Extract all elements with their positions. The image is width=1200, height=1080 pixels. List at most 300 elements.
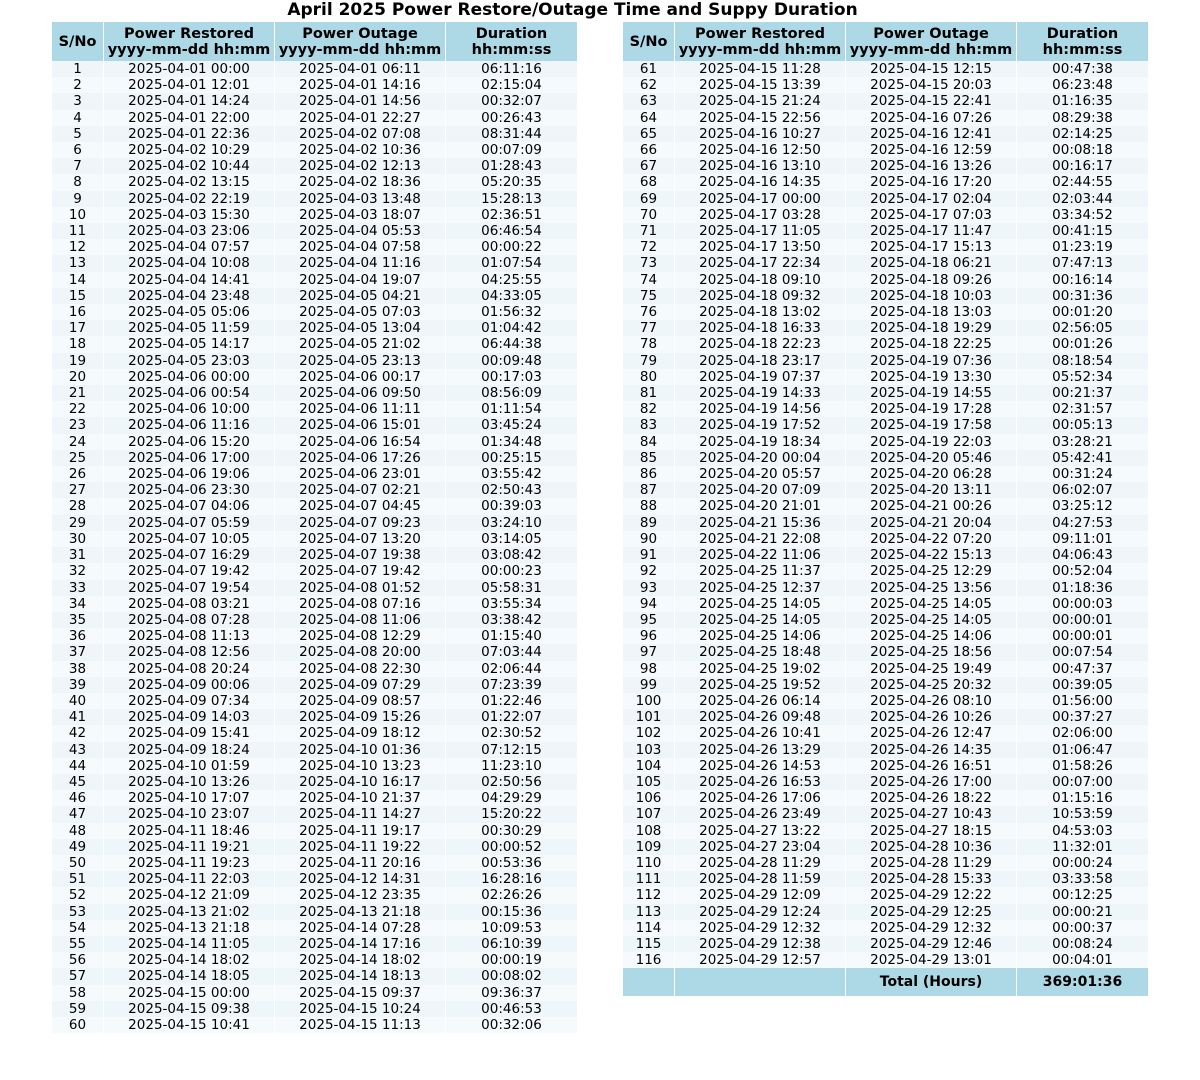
total-row (623, 968, 1148, 996)
cell-outage: 2025-04-29 12:25 (846, 904, 1017, 920)
table-row (623, 952, 1148, 968)
cell-sno: 112 (623, 887, 675, 903)
table-row (52, 369, 577, 385)
total-blank-cell (623, 968, 675, 996)
table-row (52, 77, 577, 93)
table-row (52, 223, 577, 239)
cell-sno: 13 (52, 255, 104, 271)
cell-duration: 00:39:05 (1017, 677, 1148, 693)
cell-sno: 52 (52, 887, 104, 903)
cell-restored: 2025-04-07 19:42 (104, 563, 275, 579)
cell-outage: 2025-04-16 17:20 (846, 174, 1017, 190)
cell-restored: 2025-04-13 21:18 (104, 920, 275, 936)
cell-duration: 00:08:24 (1017, 936, 1148, 952)
cell-restored: 2025-04-06 00:00 (104, 369, 275, 385)
cell-restored: 2025-04-25 12:37 (675, 580, 846, 596)
cell-sno: 30 (52, 531, 104, 547)
cell-duration: 05:20:35 (446, 174, 577, 190)
cell-outage: 2025-04-22 07:20 (846, 531, 1017, 547)
cell-outage: 2025-04-27 10:43 (846, 806, 1017, 822)
cell-sno: 97 (623, 644, 675, 660)
cell-sno: 2 (52, 77, 104, 93)
cell-sno: 100 (623, 693, 675, 709)
cell-duration: 09:11:01 (1017, 531, 1148, 547)
cell-duration: 00:12:25 (1017, 887, 1148, 903)
cell-outage: 2025-04-22 15:13 (846, 547, 1017, 563)
cell-restored: 2025-04-15 11:28 (675, 61, 846, 77)
cell-restored: 2025-04-10 13:26 (104, 774, 275, 790)
cell-restored: 2025-04-11 22:03 (104, 871, 275, 887)
cell-outage: 2025-04-17 15:13 (846, 239, 1017, 255)
cell-sno: 106 (623, 790, 675, 806)
cell-duration: 02:31:57 (1017, 401, 1148, 417)
cell-restored: 2025-04-02 13:15 (104, 174, 275, 190)
cell-sno: 72 (623, 239, 675, 255)
cell-outage: 2025-04-07 02:21 (275, 482, 446, 498)
cell-duration: 03:55:42 (446, 466, 577, 482)
cell-duration: 02:50:43 (446, 482, 577, 498)
cell-duration: 03:45:24 (446, 417, 577, 433)
cell-duration: 00:17:03 (446, 369, 577, 385)
cell-outage: 2025-04-04 11:16 (275, 255, 446, 271)
table-row (52, 450, 577, 466)
table-row (52, 968, 577, 984)
cell-restored: 2025-04-11 19:23 (104, 855, 275, 871)
cell-sno: 101 (623, 709, 675, 725)
cell-duration: 00:07:54 (1017, 644, 1148, 660)
table-row (52, 563, 577, 579)
cell-duration: 02:03:44 (1017, 191, 1148, 207)
cell-restored: 2025-04-19 07:37 (675, 369, 846, 385)
cell-sno: 9 (52, 191, 104, 207)
cell-restored: 2025-04-04 07:57 (104, 239, 275, 255)
chart-title: April 2025 Power Restore/Outage Time and Suppy Duration (287, 0, 858, 20)
table-row (52, 288, 577, 304)
table-row (623, 661, 1148, 677)
cell-restored: 2025-04-06 15:20 (104, 434, 275, 450)
cell-duration: 04:27:53 (1017, 515, 1148, 531)
table-row (623, 758, 1148, 774)
cell-outage: 2025-04-07 04:45 (275, 498, 446, 514)
cell-duration: 00:39:03 (446, 498, 577, 514)
cell-outage: 2025-04-12 14:31 (275, 871, 446, 887)
cell-sno: 35 (52, 612, 104, 628)
cell-duration: 15:28:13 (446, 191, 577, 207)
cell-restored: 2025-04-08 20:24 (104, 661, 275, 677)
cell-sno: 74 (623, 272, 675, 288)
cell-sno: 29 (52, 515, 104, 531)
cell-restored: 2025-04-26 23:49 (675, 806, 846, 822)
cell-duration: 06:46:54 (446, 223, 577, 239)
table-row (623, 596, 1148, 612)
cell-duration: 06:02:07 (1017, 482, 1148, 498)
cell-outage: 2025-04-10 16:17 (275, 774, 446, 790)
cell-duration: 10:53:59 (1017, 806, 1148, 822)
cell-outage: 2025-04-26 18:22 (846, 790, 1017, 806)
cell-restored: 2025-04-27 13:22 (675, 823, 846, 839)
cell-duration: 02:06:00 (1017, 725, 1148, 741)
cell-restored: 2025-04-26 13:29 (675, 742, 846, 758)
cell-duration: 00:01:20 (1017, 304, 1148, 320)
cell-duration: 00:04:01 (1017, 952, 1148, 968)
table-row (52, 142, 577, 158)
cell-outage: 2025-04-01 22:27 (275, 110, 446, 126)
cell-outage: 2025-04-16 12:59 (846, 142, 1017, 158)
cell-restored: 2025-04-01 12:01 (104, 77, 275, 93)
cell-sno: 60 (52, 1017, 104, 1033)
cell-sno: 105 (623, 774, 675, 790)
cell-duration: 02:14:25 (1017, 126, 1148, 142)
cell-sno: 75 (623, 288, 675, 304)
cell-restored: 2025-04-15 13:39 (675, 77, 846, 93)
cell-sno: 26 (52, 466, 104, 482)
cell-outage: 2025-04-21 00:26 (846, 498, 1017, 514)
cell-outage: 2025-04-01 06:11 (275, 61, 446, 77)
cell-restored: 2025-04-26 14:53 (675, 758, 846, 774)
cell-sno: 109 (623, 839, 675, 855)
cell-restored: 2025-04-06 10:00 (104, 401, 275, 417)
cell-restored: 2025-04-20 07:09 (675, 482, 846, 498)
cell-restored: 2025-04-09 00:06 (104, 677, 275, 693)
cell-restored: 2025-04-06 19:06 (104, 466, 275, 482)
cell-duration: 03:24:10 (446, 515, 577, 531)
cell-outage: 2025-04-18 19:29 (846, 320, 1017, 336)
cell-outage: 2025-04-18 13:03 (846, 304, 1017, 320)
table-row (623, 304, 1148, 320)
cell-duration: 03:33:58 (1017, 871, 1148, 887)
cell-restored: 2025-04-07 19:54 (104, 580, 275, 596)
cell-duration: 03:38:42 (446, 612, 577, 628)
table-row (52, 320, 577, 336)
table-row (623, 887, 1148, 903)
table-row (623, 855, 1148, 871)
cell-outage: 2025-04-15 12:15 (846, 61, 1017, 77)
cell-outage: 2025-04-07 19:42 (275, 563, 446, 579)
cell-restored: 2025-04-05 11:59 (104, 320, 275, 336)
cell-sno: 3 (52, 93, 104, 109)
cell-restored: 2025-04-20 00:04 (675, 450, 846, 466)
cell-restored: 2025-04-26 10:41 (675, 725, 846, 741)
cell-restored: 2025-04-21 22:08 (675, 531, 846, 547)
table-row (623, 806, 1148, 822)
cell-restored: 2025-04-26 17:06 (675, 790, 846, 806)
table-row (52, 936, 577, 952)
cell-outage: 2025-04-11 19:17 (275, 823, 446, 839)
cell-restored: 2025-04-09 14:03 (104, 709, 275, 725)
cell-restored: 2025-04-14 11:05 (104, 936, 275, 952)
cell-outage: 2025-04-18 22:25 (846, 336, 1017, 352)
cell-sno: 1 (52, 61, 104, 77)
cell-sno: 115 (623, 936, 675, 952)
table-row (623, 709, 1148, 725)
table-row (623, 450, 1148, 466)
cell-outage: 2025-04-08 22:30 (275, 661, 446, 677)
cell-outage: 2025-04-02 10:36 (275, 142, 446, 158)
cell-sno: 70 (623, 207, 675, 223)
cell-outage: 2025-04-26 14:35 (846, 742, 1017, 758)
cell-sno: 53 (52, 904, 104, 920)
cell-sno: 113 (623, 904, 675, 920)
cell-restored: 2025-04-14 18:02 (104, 952, 275, 968)
table-row (52, 580, 577, 596)
cell-duration: 01:07:54 (446, 255, 577, 271)
table-row (52, 1017, 577, 1033)
cell-restored: 2025-04-07 10:05 (104, 531, 275, 547)
cell-outage: 2025-04-25 20:32 (846, 677, 1017, 693)
cell-duration: 00:00:37 (1017, 920, 1148, 936)
cell-outage: 2025-04-11 14:27 (275, 806, 446, 822)
cell-outage: 2025-04-25 19:49 (846, 661, 1017, 677)
cell-outage: 2025-04-02 12:13 (275, 158, 446, 174)
cell-duration: 00:15:36 (446, 904, 577, 920)
cell-restored: 2025-04-08 03:21 (104, 596, 275, 612)
cell-duration: 06:11:16 (446, 61, 577, 77)
cell-restored: 2025-04-15 10:41 (104, 1017, 275, 1033)
cell-sno: 88 (623, 498, 675, 514)
cell-outage: 2025-04-01 14:16 (275, 77, 446, 93)
table-row (623, 158, 1148, 174)
cell-restored: 2025-04-25 19:52 (675, 677, 846, 693)
cell-sno: 7 (52, 158, 104, 174)
cell-outage: 2025-04-16 12:41 (846, 126, 1017, 142)
cell-outage: 2025-04-15 22:41 (846, 93, 1017, 109)
cell-sno: 78 (623, 336, 675, 352)
table-row (52, 547, 577, 563)
cell-sno: 66 (623, 142, 675, 158)
table-row (52, 385, 577, 401)
table-row (52, 126, 577, 142)
cell-sno: 44 (52, 758, 104, 774)
cell-restored: 2025-04-01 14:24 (104, 93, 275, 109)
cell-sno: 5 (52, 126, 104, 142)
table-row (52, 904, 577, 920)
cell-outage: 2025-04-05 21:02 (275, 336, 446, 352)
cell-sno: 79 (623, 353, 675, 369)
cell-sno: 31 (52, 547, 104, 563)
cell-sno: 76 (623, 304, 675, 320)
cell-restored: 2025-04-09 15:41 (104, 725, 275, 741)
table-row (52, 1001, 577, 1017)
cell-sno: 110 (623, 855, 675, 871)
cell-outage: 2025-04-09 08:57 (275, 693, 446, 709)
table-row (52, 401, 577, 417)
cell-duration: 00:05:13 (1017, 417, 1148, 433)
cell-duration: 00:00:22 (446, 239, 577, 255)
cell-duration: 03:25:12 (1017, 498, 1148, 514)
cell-outage: 2025-04-29 12:32 (846, 920, 1017, 936)
cell-duration: 00:41:15 (1017, 223, 1148, 239)
cell-outage: 2025-04-15 10:24 (275, 1001, 446, 1017)
cell-duration: 01:18:36 (1017, 580, 1148, 596)
cell-outage: 2025-04-12 23:35 (275, 887, 446, 903)
table-row (52, 644, 577, 660)
cell-restored: 2025-04-25 11:37 (675, 563, 846, 579)
outage-table-left (52, 22, 577, 1033)
cell-sno: 93 (623, 580, 675, 596)
cell-sno: 103 (623, 742, 675, 758)
cell-outage: 2025-04-15 09:37 (275, 985, 446, 1001)
table-row (52, 855, 577, 871)
cell-duration: 11:32:01 (1017, 839, 1148, 855)
cell-restored: 2025-04-18 23:17 (675, 353, 846, 369)
table-row (623, 191, 1148, 207)
cell-restored: 2025-04-29 12:32 (675, 920, 846, 936)
cell-outage: 2025-04-18 09:26 (846, 272, 1017, 288)
cell-sno: 18 (52, 336, 104, 352)
cell-outage: 2025-04-17 07:03 (846, 207, 1017, 223)
cell-outage: 2025-04-20 05:46 (846, 450, 1017, 466)
cell-duration: 07:12:15 (446, 742, 577, 758)
cell-duration: 03:08:42 (446, 547, 577, 563)
cell-sno: 73 (623, 255, 675, 271)
cell-sno: 32 (52, 563, 104, 579)
cell-sno: 95 (623, 612, 675, 628)
table-row (623, 580, 1148, 596)
cell-outage: 2025-04-28 11:29 (846, 855, 1017, 871)
cell-sno: 41 (52, 709, 104, 725)
col-header-duration: Duration hh:mm:ss (446, 22, 577, 61)
cell-restored: 2025-04-05 05:06 (104, 304, 275, 320)
cell-duration: 01:22:46 (446, 693, 577, 709)
cell-duration: 00:26:43 (446, 110, 577, 126)
cell-duration: 04:29:29 (446, 790, 577, 806)
cell-restored: 2025-04-19 17:52 (675, 417, 846, 433)
cell-restored: 2025-04-18 22:23 (675, 336, 846, 352)
cell-sno: 34 (52, 596, 104, 612)
cell-duration: 03:55:34 (446, 596, 577, 612)
cell-restored: 2025-04-02 22:19 (104, 191, 275, 207)
table-row (52, 207, 577, 223)
table-row (623, 223, 1148, 239)
cell-sno: 81 (623, 385, 675, 401)
cell-restored: 2025-04-06 11:16 (104, 417, 275, 433)
table-row (52, 677, 577, 693)
cell-duration: 00:08:18 (1017, 142, 1148, 158)
col-header-sno: S/No (52, 22, 104, 61)
cell-outage: 2025-04-21 20:04 (846, 515, 1017, 531)
cell-sno: 102 (623, 725, 675, 741)
cell-duration: 05:52:34 (1017, 369, 1148, 385)
cell-outage: 2025-04-26 08:10 (846, 693, 1017, 709)
cell-restored: 2025-04-14 18:05 (104, 968, 275, 984)
cell-outage: 2025-04-26 17:00 (846, 774, 1017, 790)
cell-restored: 2025-04-04 23:48 (104, 288, 275, 304)
table-row (623, 336, 1148, 352)
cell-sno: 23 (52, 417, 104, 433)
cell-outage: 2025-04-25 14:05 (846, 612, 1017, 628)
table-row (52, 774, 577, 790)
cell-duration: 01:56:32 (446, 304, 577, 320)
cell-duration: 02:56:05 (1017, 320, 1148, 336)
cell-outage: 2025-04-08 07:16 (275, 596, 446, 612)
cell-sno: 98 (623, 661, 675, 677)
cell-sno: 38 (52, 661, 104, 677)
cell-restored: 2025-04-05 14:17 (104, 336, 275, 352)
table-row (52, 239, 577, 255)
cell-duration: 06:23:48 (1017, 77, 1148, 93)
table-row (52, 823, 577, 839)
table-row (52, 985, 577, 1001)
col-header-restored: Power Restored yyyy-mm-dd hh:mm (675, 22, 846, 61)
cell-restored: 2025-04-16 13:10 (675, 158, 846, 174)
cell-restored: 2025-04-26 09:48 (675, 709, 846, 725)
cell-restored: 2025-04-25 14:06 (675, 628, 846, 644)
cell-restored: 2025-04-01 00:00 (104, 61, 275, 77)
cell-duration: 00:46:53 (446, 1001, 577, 1017)
cell-sno: 87 (623, 482, 675, 498)
cell-restored: 2025-04-10 17:07 (104, 790, 275, 806)
table-row (52, 628, 577, 644)
cell-restored: 2025-04-18 13:02 (675, 304, 846, 320)
cell-outage: 2025-04-17 02:04 (846, 191, 1017, 207)
cell-restored: 2025-04-02 10:44 (104, 158, 275, 174)
cell-duration: 00:00:52 (446, 839, 577, 855)
cell-restored: 2025-04-29 12:57 (675, 952, 846, 968)
cell-duration: 03:28:21 (1017, 434, 1148, 450)
cell-outage: 2025-04-20 13:11 (846, 482, 1017, 498)
cell-sno: 57 (52, 968, 104, 984)
cell-duration: 00:08:02 (446, 968, 577, 984)
cell-duration: 00:00:24 (1017, 855, 1148, 871)
cell-duration: 05:42:41 (1017, 450, 1148, 466)
cell-restored: 2025-04-11 19:21 (104, 839, 275, 855)
cell-outage: 2025-04-08 01:52 (275, 580, 446, 596)
cell-sno: 28 (52, 498, 104, 514)
table-row (623, 61, 1148, 77)
cell-restored: 2025-04-10 01:59 (104, 758, 275, 774)
table-row (52, 839, 577, 855)
cell-outage: 2025-04-19 07:36 (846, 353, 1017, 369)
table-row (52, 61, 577, 77)
cell-duration: 02:15:04 (446, 77, 577, 93)
table-row (623, 93, 1148, 109)
table-row (623, 466, 1148, 482)
cell-outage: 2025-04-07 13:20 (275, 531, 446, 547)
cell-duration: 01:56:00 (1017, 693, 1148, 709)
outage-table-right (623, 22, 1148, 996)
cell-duration: 02:36:51 (446, 207, 577, 223)
cell-restored: 2025-04-25 14:05 (675, 612, 846, 628)
cell-outage: 2025-04-04 05:53 (275, 223, 446, 239)
cell-sno: 61 (623, 61, 675, 77)
cell-outage: 2025-04-06 09:50 (275, 385, 446, 401)
cell-duration: 00:31:24 (1017, 466, 1148, 482)
cell-outage: 2025-04-08 12:29 (275, 628, 446, 644)
cell-outage: 2025-04-02 18:36 (275, 174, 446, 190)
cell-duration: 01:34:48 (446, 434, 577, 450)
table-row (623, 288, 1148, 304)
cell-restored: 2025-04-04 14:41 (104, 272, 275, 288)
cell-restored: 2025-04-07 04:06 (104, 498, 275, 514)
cell-outage: 2025-04-05 04:21 (275, 288, 446, 304)
cell-sno: 47 (52, 806, 104, 822)
cell-sno: 54 (52, 920, 104, 936)
table-row (623, 369, 1148, 385)
col-header-sno: S/No (623, 22, 675, 61)
table-row (52, 482, 577, 498)
cell-duration: 02:06:44 (446, 661, 577, 677)
cell-duration: 04:33:05 (446, 288, 577, 304)
cell-duration: 01:06:47 (1017, 742, 1148, 758)
cell-outage: 2025-04-26 10:26 (846, 709, 1017, 725)
cell-restored: 2025-04-28 11:29 (675, 855, 846, 871)
cell-restored: 2025-04-17 03:28 (675, 207, 846, 223)
cell-restored: 2025-04-18 09:10 (675, 272, 846, 288)
cell-duration: 01:15:16 (1017, 790, 1148, 806)
cell-sno: 55 (52, 936, 104, 952)
cell-outage: 2025-04-07 19:38 (275, 547, 446, 563)
table-row (623, 790, 1148, 806)
